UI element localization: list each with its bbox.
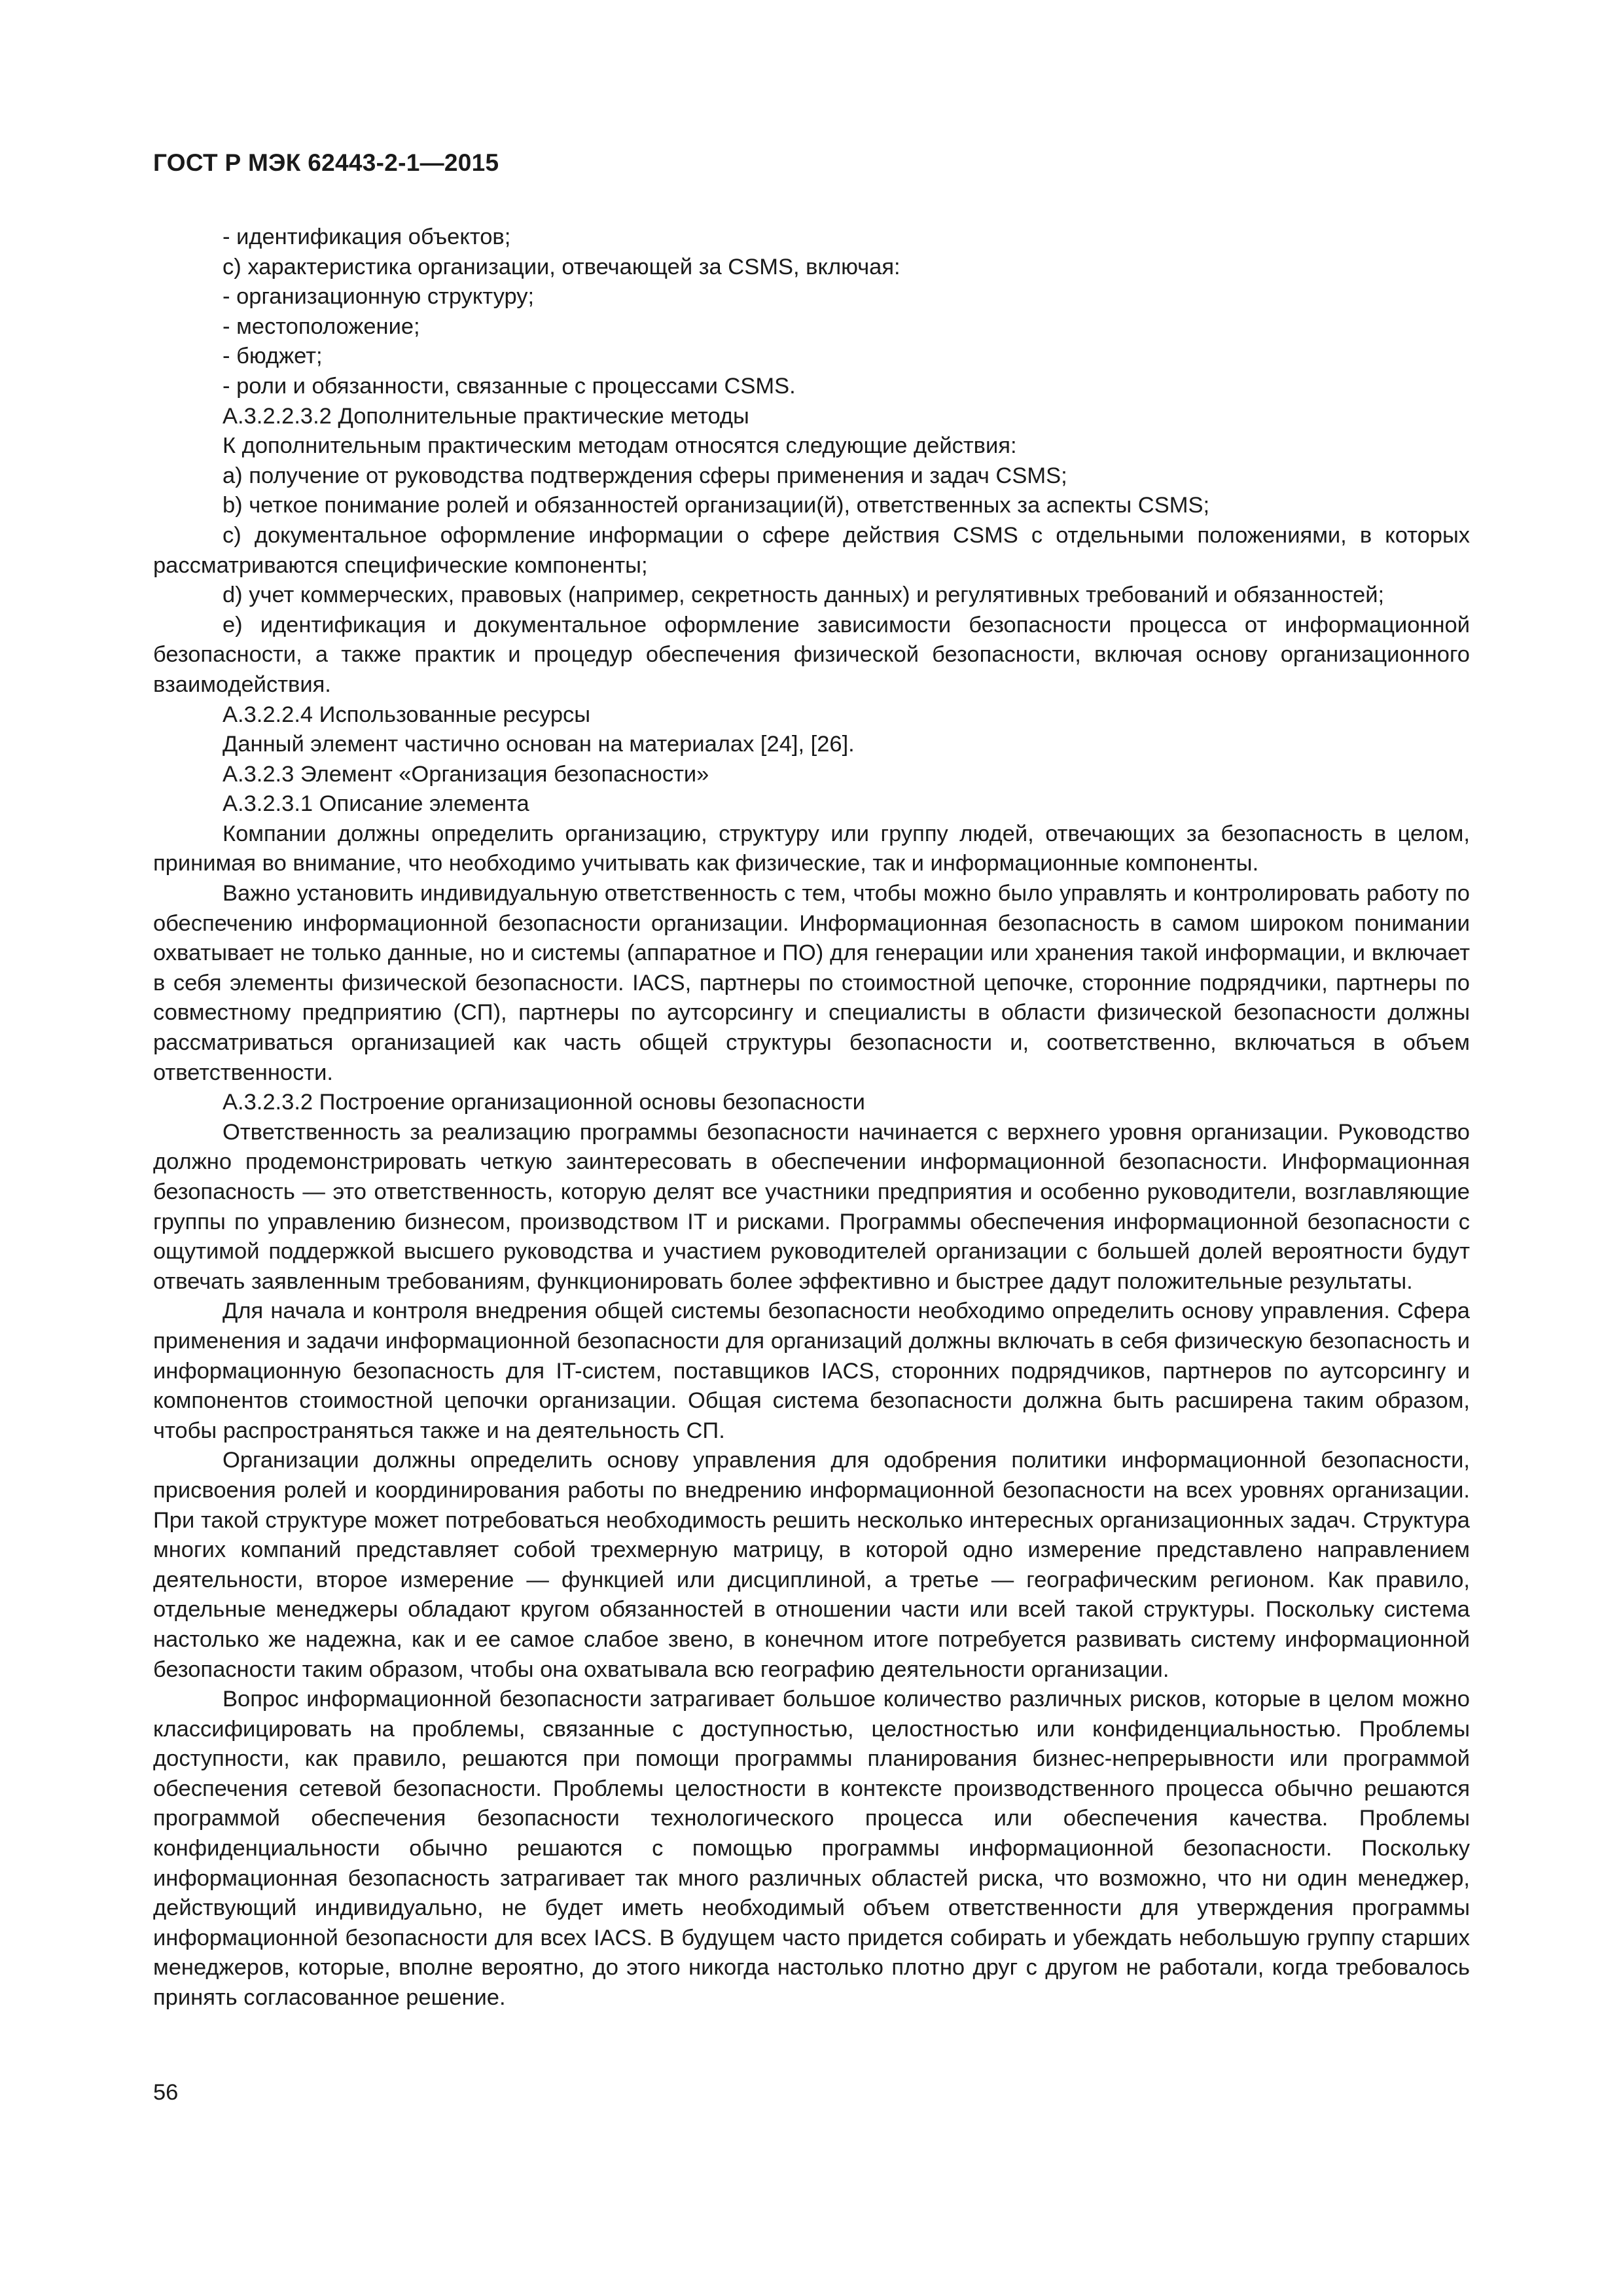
list-item-e: e) идентификация и документальное оформление зависимости безопасности процесса от информационной безопасности, а также практик и процедур обеспечения физической безопасности, включая основу организационного взаимодействия.: [153, 612, 1470, 697]
list-item-b: b) четкое понимание ролей и обязанностей организации(й), ответственных за аспекты CSMS;: [223, 493, 1210, 518]
section-heading-a3231: А.3.2.3.1 Описание элемента: [223, 791, 529, 817]
list-item-org-structure: - организационную структуру;: [223, 284, 535, 310]
paragraph-resources: Данный элемент частично основан на материалах [24], [26].: [223, 732, 855, 757]
paragraph-risk-issues: Вопрос информационной безопасности затрагивает большое количество различных рисков, которые в целом можно классифицировать на проблемы, связанные с доступностью, целостностью или конфиденциальностью. Проблемы доступности, как правило, решаются при помощи программы планирования бизнес-непрерывности или программой обеспечения сетевой безопасности. Проблемы целостности в контексте производственного процесса обычно решаются программой обеспечения безопасности технологического процесса или обеспечения качества. Проблемы конфиденциальности обычно решаются с помощью программы информационной безопасности. Поскольку информационная безопасность затрагивает так много различных областей риска, что возможно, что ни один менеджер, действующий индивидуально, не будет иметь необходимый объем ответственности для утверждения программы информационной безопасности для всех IACS. В будущем часто придется собирать и убеждать небольшую группу старших менеджеров, которые, вполне вероятно, до этого никогда настолько плотно друг с другом не работали, когда требовалось принять согласованное решение.: [153, 1687, 1470, 2011]
section-heading-a323: А.3.2.3 Элемент «Организация безопасности»: [223, 761, 709, 787]
list-item-a: a) получение от руководства подтверждения сферы применения и задач CSMS;: [223, 463, 1067, 488]
list-item-c-organization-characteristics: c) характеристика организации, отвечающей за CSMS, включая:: [223, 254, 901, 279]
section-heading-a32232: А.3.2.2.3.2 Дополнительные практические методы: [223, 403, 749, 429]
page-number: 56: [153, 2080, 179, 2105]
section-heading-a3224: А.3.2.2.4 Использованные ресурсы: [223, 702, 591, 727]
paragraph-element-description: Компании должны определить организацию, структуру или группу людей, отвечающих за безопасность в целом, принимая во внимание, что необходимо учитывать как физические, так и информационные компоненты.: [153, 821, 1470, 876]
list-item-c: c) документальное оформление информации о сфере действия CSMS с отдельными положениями, в которых рассматриваются специфические компоненты;: [153, 522, 1470, 578]
list-item-roles: - роли и обязанности, связанные с процессами CSMS.: [223, 373, 796, 399]
list-item-d: d) учет коммерческих, правовых (например, секретность данных) и регулятивных требований и обязанностей;: [223, 583, 1385, 608]
paragraph-additional-methods-intro: К дополнительным практическим методам относятся следующие действия:: [223, 433, 1017, 459]
document-header: ГОСТ Р МЭК 62443-2-1—2015: [153, 149, 499, 176]
list-item-location: - местоположение;: [223, 314, 420, 339]
paragraph-responsibility: Ответственность за реализацию программы безопасности начинается с верхнего уровня организации. Руководство должно продемонстрировать четкую заинтересовать в обеспечении информационной безопасности. Информационная безопасность — это ответственность, которую делят все участники предприятия и особенно руководители, возглавляющие группы по управлению бизнесом, производством IT и рисками. Программы обеспечения информационной безопасности с ощутимой поддержкой высшего руководства и участием руководителей организации с большей долей вероятности будут отвечать заявленным требованиям, функционировать более эффективно и быстрее дадут положительные результаты.: [153, 1119, 1470, 1294]
section-heading-a3232: А.3.2.3.2 Построение организационной основы безопасности: [223, 1090, 865, 1115]
document-body: [153, 223, 1470, 2013]
paragraph-organizations-governance: Организации должны определить основу управления для одобрения политики информационной безопасности, присвоения ролей и координирования работы по внедрению информационной безопасности на всех уровнях организации. При такой структуре может потребоваться необходимость решить несколько интересных организационных задач. Структура многих компаний представляет собой трехмерную матрицу, в которой одно измерение представлено направлением деятельности, второе измерение — функцией или дисциплиной, а третье — географическим регионом. Как правило, отдельные менеджеры обладают кругом обязанностей в отношении части или всей такой структуры. Поскольку система настолько же надежна, как и ее самое слабое звено, в конечном итоге потребуется развивать систему информационной безопасности таким образом, чтобы она охватывала всю географию деятельности организации.: [153, 1448, 1470, 1682]
list-item-object-identification: - идентификация объектов;: [223, 224, 511, 249]
paragraph-individual-responsibility: Важно установить индивидуальную ответственность с тем, чтобы можно было управлять и контролировать работу по обеспечению информационной безопасности организации. Информационная безопасность в самом широком понимании охватывает не только данные, но и системы (аппаратное и ПО) для генерации или хранения такой информации, и включает в себя элементы физической безопасности. IACS, партнеры по стоимостной цепочке, сторонние подрядчики, партнеры по совместному предприятию (СП), партнеры по аутсорсингу и специалисты в области физической безопасности должны рассматриваться организацией как часть общей структуры безопасности и, соответственно, включаться в объем ответственности.: [153, 881, 1470, 1085]
list-item-budget: - бюджет;: [223, 344, 323, 369]
paragraph-management-basis: Для начала и контроля внедрения общей системы безопасности необходимо определить основу управления. Сфера применения и задачи информационной безопасности для организаций должны включать в себя физическую безопасность и информационную безопасность для IT-систем, поставщиков IACS, сторонних подрядчиков, партнеров по аутсорсингу и компонентов стоимостной цепочки организации. Общая система безопасности должна быть расширена таким образом, чтобы распространяться также и на деятельность СП.: [153, 1299, 1470, 1443]
